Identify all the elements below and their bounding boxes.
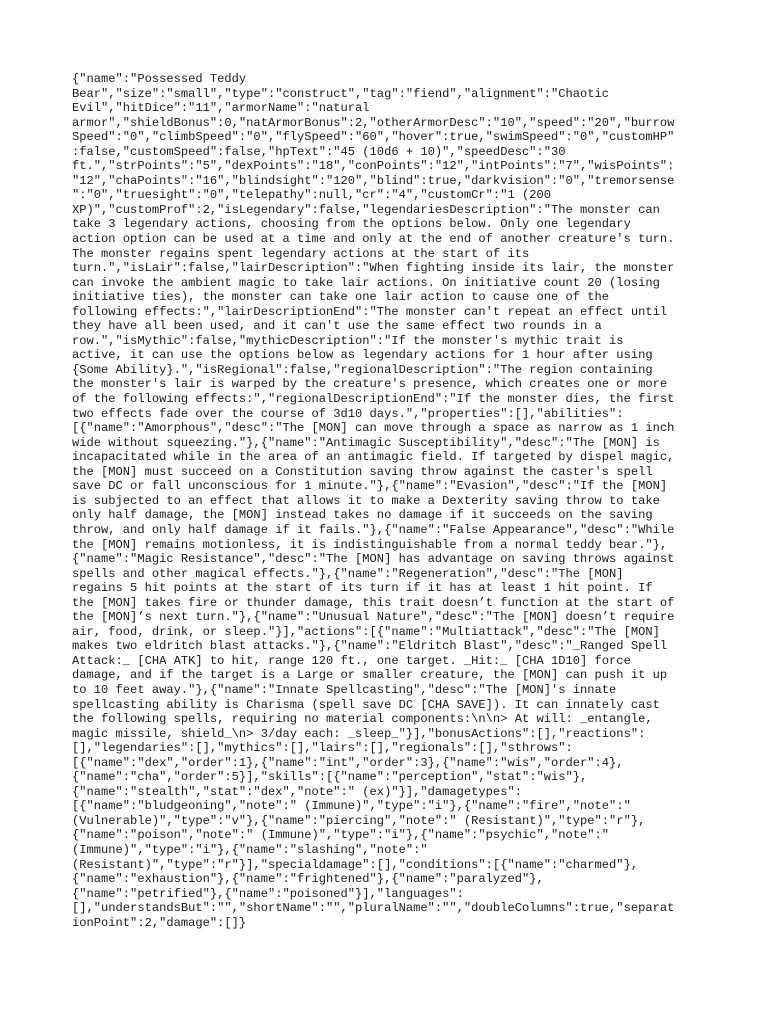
text-line: {"name":"petrified"},{"name":"poisoned"}],"languages": — [72, 886, 464, 901]
text-line: the [MON] takes fire or thunder damage, this trait doesn’t function at the start of — [72, 595, 675, 610]
text-line: the [MON]’s next turn."},{"name":"Unusual Nature","desc":"The [MON] doesn’t require — [72, 610, 675, 625]
text-line: [],"legendaries":[],"mythics":[],"lairs":[],"regionals":[],"sthrows": — [72, 741, 573, 756]
text-line: regains 5 hit points at the start of its turn if it has at least 1 hit point. If — [72, 581, 653, 596]
text-line: initiative ties), the monster can take one lair action to cause one of the — [72, 290, 610, 305]
text-line: only half damage, the [MON] instead takes no damage if it succeeds on the saving — [72, 508, 653, 523]
text-line: two effects fade over the course of 3d10 days.","properties":[],"abilities": — [72, 406, 624, 421]
text-line: {"name":"cha","order":5}],"skills":[{"name":"perception","stat":"wis"}, — [72, 770, 588, 785]
text-line: {Some Ability}.","isRegional":false,"regionalDescription":"The region containing — [72, 362, 653, 377]
text-line: active, it can use the options below as legendary actions for 1 hour after using — [72, 348, 653, 363]
text-line: Speed":"0","climbSpeed":"0","flySpeed":"60","hover":true,"swimSpeed":"0","customHP" — [72, 130, 675, 145]
text-line: {"name":"exhaustion"},{"name":"frightened"},{"name":"paralyzed"}, — [72, 872, 544, 887]
text-line: :false,"customSpeed":false,"hpText":"45 (10d6 + 10)","speedDesc":"30 — [72, 144, 566, 159]
text-line: the [MON] must succeed on a Constitution saving throw against the caster's spell — [72, 464, 653, 479]
text-line: The monster regains spent legendary actions at the start of its — [72, 246, 530, 261]
text-line: they have all been used, and it can't use the same effect two rounds in a — [72, 319, 602, 334]
text-line: [],"understandsBut":"","shortName":"","pluralName":"","doubleColumns":true,"separat — [72, 901, 675, 916]
text-line: spellcasting ability is Charisma (spell save DC [CHA SAVE]). It can innately cast — [72, 697, 660, 712]
text-line: wide without squeezing."},{"name":"Antimagic Susceptibility","desc":"The [MON] is — [72, 435, 660, 450]
text-line: damage, and if the target is a Large or smaller creature, the [MON] can push it up — [72, 668, 668, 683]
text-line: can invoke the ambient magic to take lair actions. On initiative count 20 (losing — [72, 275, 660, 290]
text-line: {"name":"stealth","stat":"dex","note":" (ex)"}],"damagetypes": — [72, 784, 522, 799]
text-line: armor","shieldBonus":0,"natArmorBonus":2,"otherArmorDesc":"10","speed":"20","burrow — [72, 115, 675, 130]
text-line: [{"name":"bludgeoning","note":" (Immune)","type":"i"},{"name":"fire","note":" — [72, 799, 631, 814]
text-line: save DC or fall unconscious for 1 minute."},{"name":"Evasion","desc":"If the [MON] — [72, 479, 668, 494]
text-line: {"name":"poison","note":" (Immune)","type":"i"},{"name":"psychic","note":" — [72, 828, 610, 843]
text-line: {"name":"Possessed Teddy — [72, 72, 247, 86]
text-line: {"name":"Magic Resistance","desc":"The [MON] has advantage on saving throws against — [72, 552, 675, 567]
text-line: action option can be used at a time and only at the end of another creature's turn. — [72, 232, 675, 247]
document-page — [72, 72, 700, 930]
text-line: turn.","isLair":false,"lairDescription":"When fighting inside its lair, the monster — [72, 261, 675, 276]
text-line: the following spells, requiring no material components:\n\n> At will: _entangle, — [72, 712, 653, 727]
text-line: XP)","customProf":2,"isLegendary":false,"legendariesDescription":"The monster can — [72, 202, 660, 217]
text-line: air, food, drink, or sleep."}],"actions":[{"name":"Multiattack","desc":"The [MON] — [72, 624, 660, 639]
text-line: [{"name":"dex","order":1},{"name":"int","order":3},{"name":"wis","order":4}, — [72, 755, 624, 770]
text-line: row.","isMythic":false,"mythicDescription":"If the monster's mythic trait is — [72, 333, 624, 348]
text-line: magic missile, shield_\n> 3/day each: _sleep_"}],"bonusActions":[],"reactions": — [72, 726, 646, 741]
text-line: Attack:_ [CHA ATK] to hit, range 120 ft., one target. _Hit:_ [CHA 1D10] force — [72, 653, 631, 668]
text-line: throw, and only half damage if it fails."},{"name":"False Appearance","desc":"While — [72, 522, 675, 537]
text-line: the [MON] remains motionless, it is indistinguishable from a normal teddy bear."}, — [72, 537, 668, 552]
text-line: is subjected to an effect that allows it to make a Dexterity saving throw to take — [72, 493, 660, 508]
text-line: incapacitated while in the area of an antimagic field. If targeted by dispel magic, — [72, 450, 675, 465]
text-line: to 10 feet away."},{"name":"Innate Spellcasting","desc":"The [MON]'s innate — [72, 682, 617, 697]
text-line: of the following effects:","regionalDescriptionEnd":"If the monster dies, the first — [72, 392, 675, 407]
text-line: "12","chaPoints":"16","blindsight":"120","blind":true,"darkvision":"0","tremorsense — [72, 173, 675, 188]
json-text-block — [72, 72, 700, 930]
text-line: ft.","strPoints":"5","dexPoints":"18","conPoints":"12","intPoints":"7","wisPoints": — [72, 159, 675, 174]
text-line: (Immune)","type":"i"},{"name":"slashing","note":" — [72, 842, 428, 857]
text-line: (Resistant)","type":"r"}],"specialdamage":[],"conditions":[{"name":"charmed"}, — [72, 857, 639, 872]
text-line: spells and other magical effects."},{"name":"Regeneration","desc":"The [MON] — [72, 566, 624, 581]
text-line: take 3 legendary actions, choosing from the options below. Only one legendary — [72, 217, 631, 232]
text-line: [{"name":"Amorphous","desc":"The [MON] can move through a space as narrow as 1 inch — [72, 421, 675, 436]
text-line: Evil","hitDice":"11","armorName":"natural — [72, 101, 370, 116]
text-line: (Vulnerable)","type":"v"},{"name":"piercing","note":" (Resistant)","type":"r"}, — [72, 813, 646, 828]
text-line: the monster's lair is warped by the creature's presence, which creates one or more — [72, 377, 668, 392]
text-line: ":"0","truesight":"0","telepathy":null,"cr":"4","customCr":"1 (200 — [72, 188, 551, 203]
text-line: Bear","size":"small","type":"construct","tag":"fiend","alignment":"Chaotic — [72, 86, 610, 101]
text-line: makes two eldritch blast attacks."},{"name":"Eldritch Blast","desc":"_Ranged Spell — [72, 639, 668, 654]
text-line: following effects:","lairDescriptionEnd":"The monster can't repeat an effect until — [72, 304, 668, 319]
text-line: ionPoint":2,"damage":[]} — [72, 915, 247, 930]
